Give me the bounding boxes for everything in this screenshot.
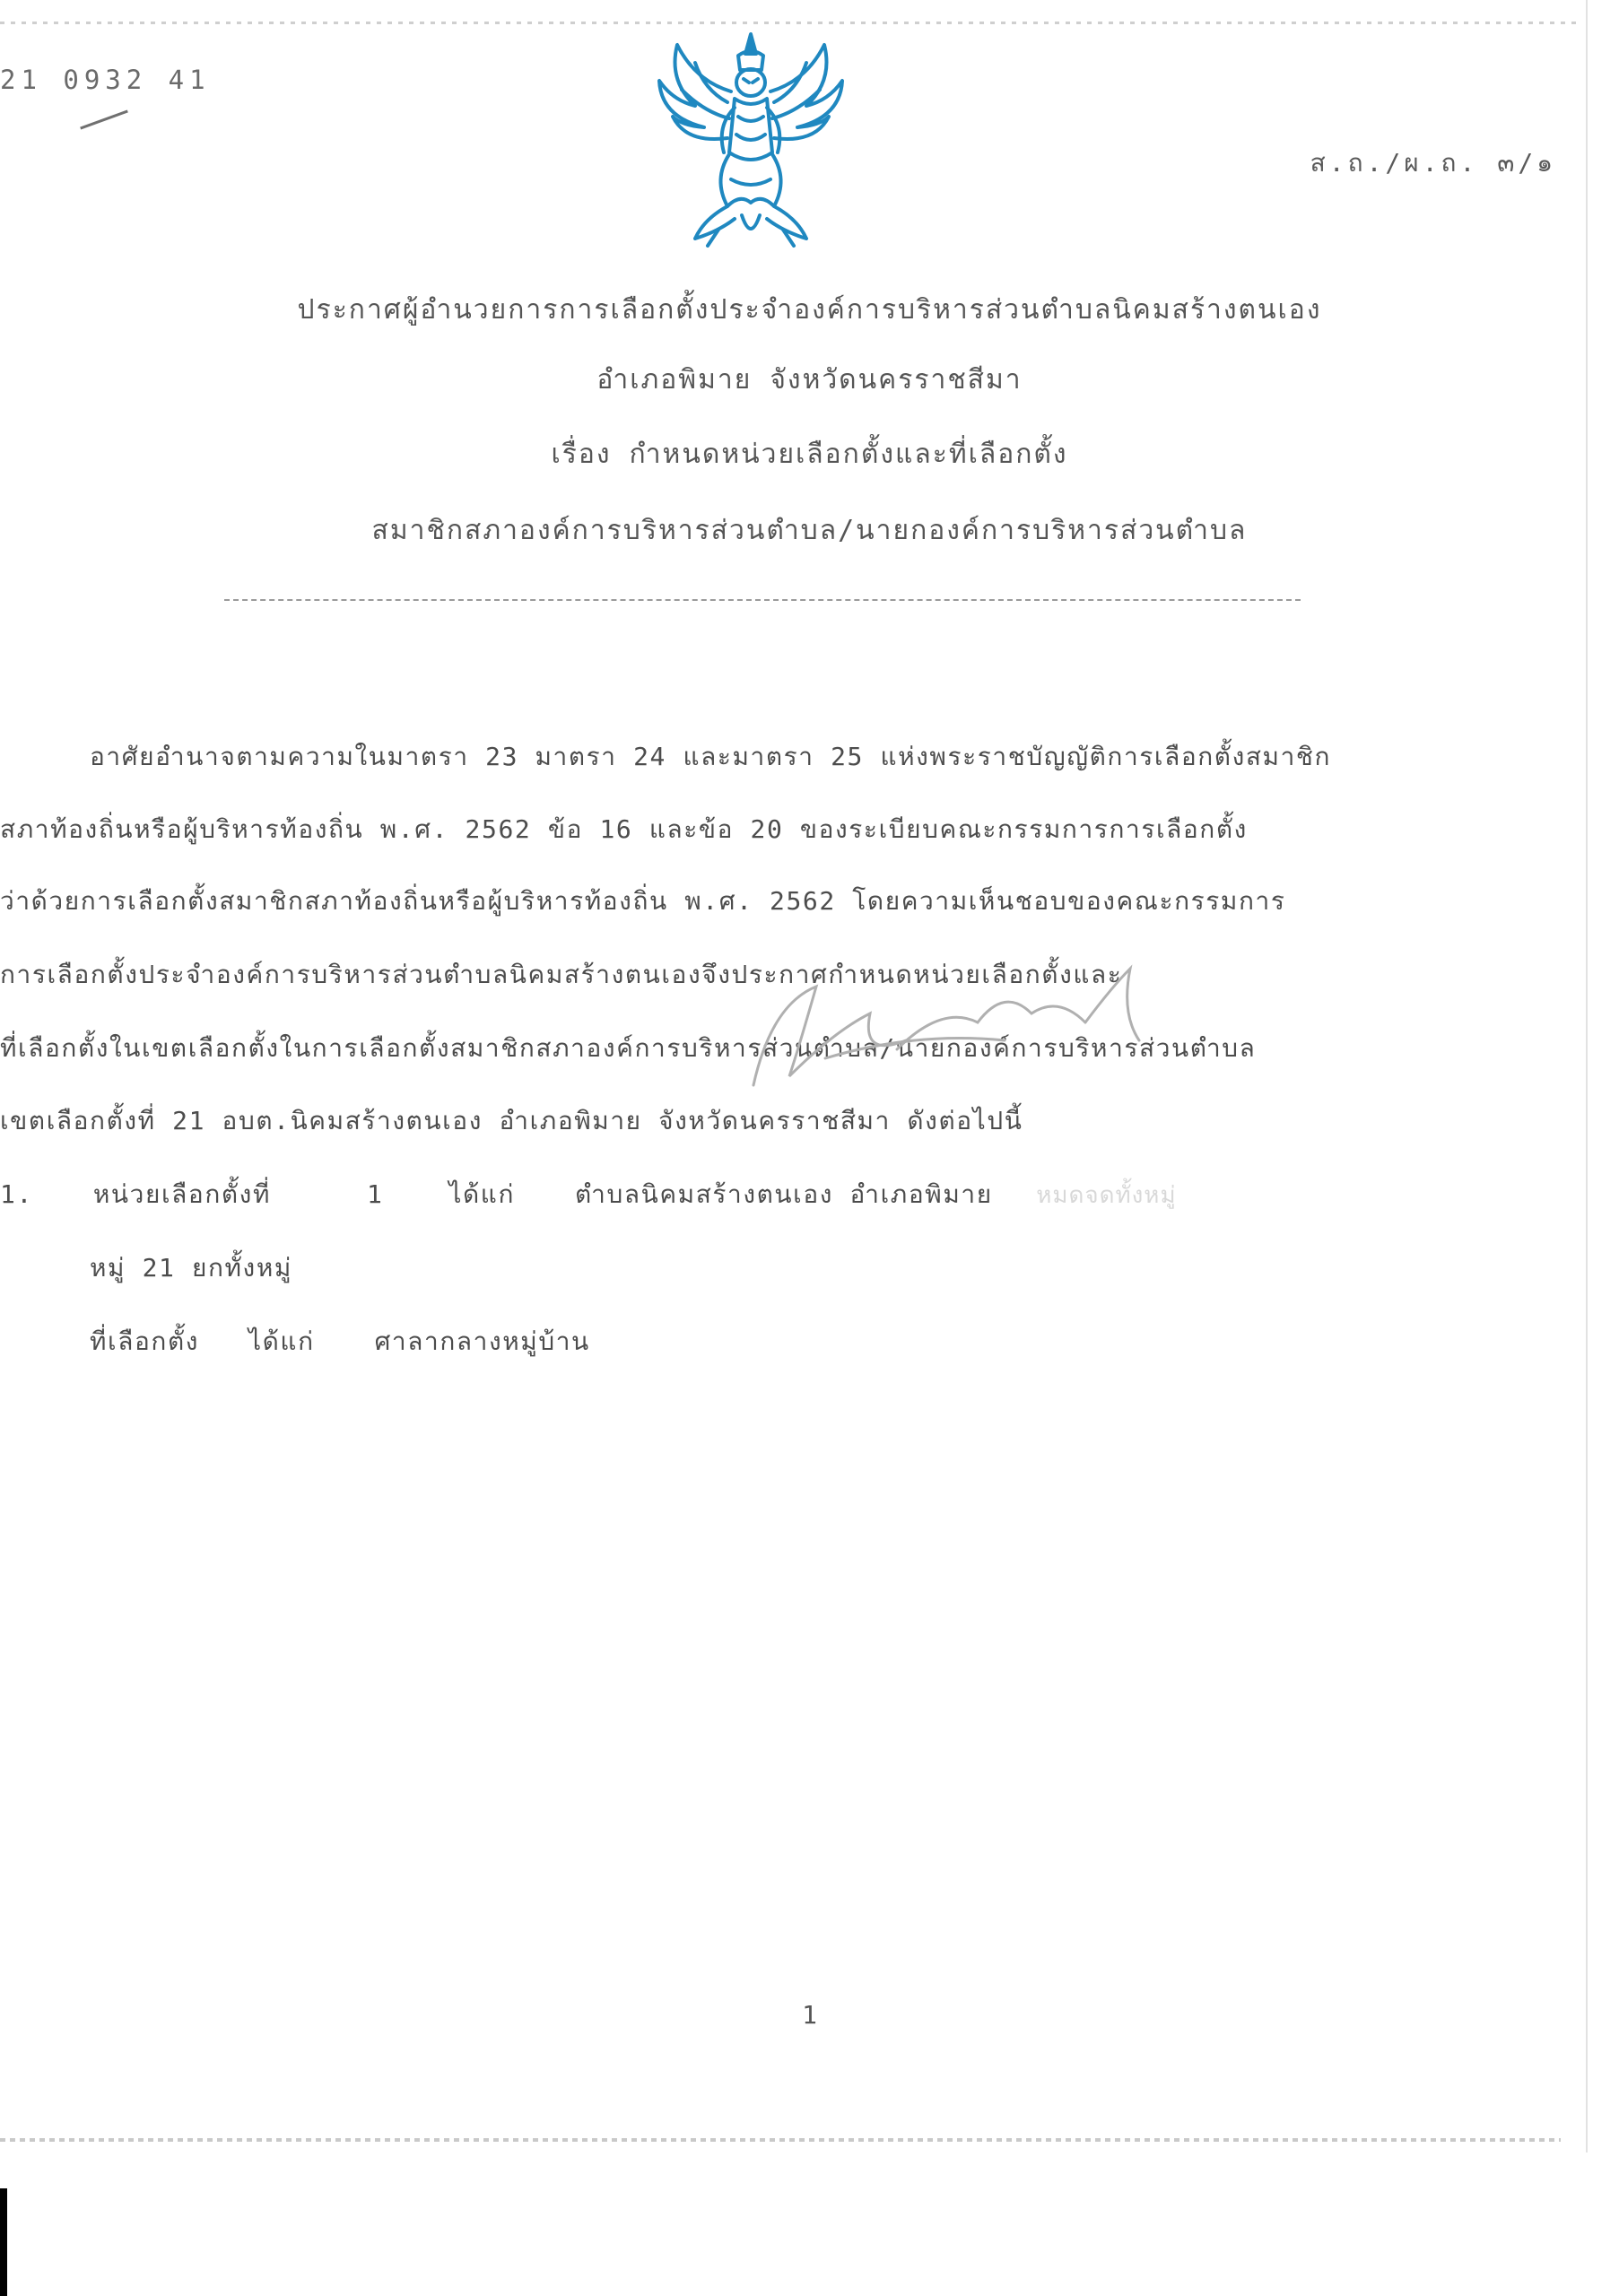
page-number: 1 [802,2000,817,2030]
unit-number-value: 1 [366,1179,384,1209]
form-code: ส.ถ./ผ.ถ. ๓/๑ [1310,148,1556,178]
scan-edge-bar [0,2188,7,2296]
unit-located-label: ได้แก่ [448,1179,516,1209]
polling-place-located-label: ได้แก่ [248,1326,315,1356]
polling-place-value: ศาลากลางหมู่บ้าน [374,1326,590,1356]
unit-row [0,1175,1177,1214]
body-line-5: ที่เลือกตั้งในเขตเลือกตั้งในการเลือกตั้งสมาชิกสภาองค์การบริหารส่วนตำบล/นายกองค์การบริหารส่วนตำบล [0,1033,1257,1063]
unit-village: หมู่ 21 ยกทั้งหมู่ [90,1253,292,1283]
body-line-6: เขตเลือกตั้งที่ 21 อบต.นิคมสร้างตนเอง อำเภอพิมาย จังหวัดนครราชสีมา ดังต่อไปนี้ [0,1106,1023,1135]
body-line-1: อาศัยอำนาจตามความในมาตรา 23 มาตรา 24 และมาตรา 25 แห่งพระราชบัญญัติการเลือกตั้งสมาชิก [90,742,1332,771]
document-code: 21 0932 41 [0,65,211,95]
ghost-text: หมดจดทั้งหมู่ [1036,1182,1177,1209]
title-line-1: ประกาศผู้อำนวยการการเลือกตั้งประจำองค์การบริหารส่วนตำบลนิคมสร้างตนเอง [297,294,1322,326]
unit-area: ตำบลนิคมสร้างตนเอง อำเภอพิมาย [574,1179,993,1209]
unit-number: 1. [0,1179,33,1209]
body-line-2: สภาท้องถิ่นหรือผู้บริหารท้องถิ่น พ.ศ. 2562 ข้อ 16 และข้อ 20 ของระเบียบคณะกรรมการการเลือกตั้ง [0,814,1248,844]
title-line-3: เรื่อง กำหนดหน่วยเลือกตั้งและที่เลือกตั้ง [551,439,1068,470]
title-line-4: สมาชิกสภาองค์การบริหารส่วนตำบล/นายกองค์การบริหารส่วนตำบล [371,515,1248,546]
body-line-4: การเลือกตั้งประจำองค์การบริหารส่วนตำบลนิคมสร้างตนเองจึงประกาศกำหนดหน่วยเลือกตั้งและ [0,960,1123,989]
garuda-emblem-icon [641,27,861,256]
signature-icon [736,951,1166,1103]
scan-noise-bottom [0,2138,1561,2142]
unit-label: หน่วยเลือกตั้งที่ [92,1179,271,1209]
title-line-2: อำเภอพิมาย จังหวัดนครราชสีมา [596,364,1023,396]
body-line-3: ว่าด้วยการเลือกตั้งสมาชิกสภาท้องถิ่นหรือผู้บริหารท้องถิ่น พ.ศ. 2562 โดยความเห็นชอบของคณะกรรมการ [0,886,1286,916]
polling-place-label: ที่เลือกตั้ง [90,1326,200,1356]
scan-noise-top [0,22,1579,24]
title-divider [224,599,1301,601]
polling-place-row [90,1322,590,1361]
pen-mark [80,110,128,130]
